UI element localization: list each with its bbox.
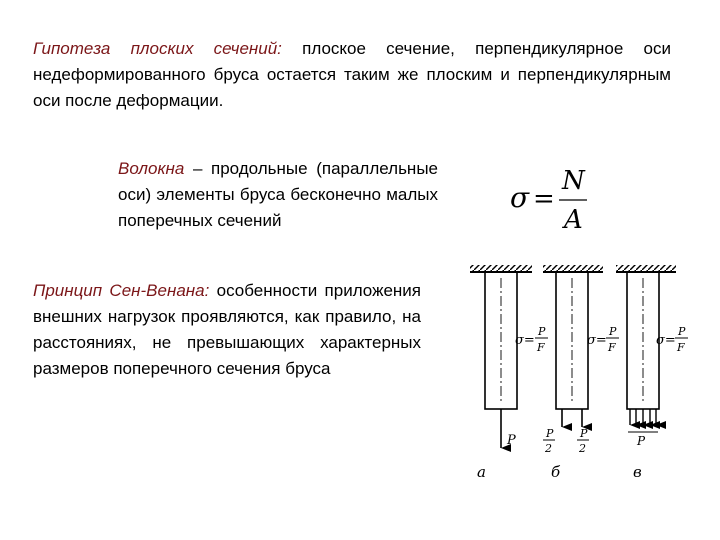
hypothesis-term: Гипотеза плоских сечений: — [33, 39, 282, 58]
stress-b — [587, 325, 619, 354]
bar-v — [616, 265, 676, 481]
stress-formula — [510, 166, 587, 235]
load-den-b-left: 2 — [545, 442, 552, 455]
distributed-load-v — [630, 409, 656, 425]
stress-a — [515, 325, 548, 354]
stress-num-v: P — [678, 325, 686, 338]
stress-lhs-v: σ= — [656, 333, 676, 348]
figure-label-a: а — [477, 463, 486, 481]
load-den-b-right: 2 — [579, 442, 586, 455]
fibers-text: – продольные (параллельные оси) элементы бруса бесконечно малых поперечных сечений — [118, 159, 438, 230]
principle-term: Принцип Сен-Венана: — [33, 281, 210, 300]
stress-den-a: F — [537, 341, 545, 354]
stress-num-b: P — [609, 325, 617, 338]
fibers-term: Волокна — [118, 159, 185, 178]
stress-lhs-b: σ= — [587, 333, 607, 348]
formula-sigma: σ — [510, 181, 530, 214]
load-num-b-left: P — [546, 427, 554, 440]
principle-text: особенности приложения внешних нагрузок проявляются, как правило, на расстояниях, не превышающих характерных размеров поперечного сечения бруса — [33, 281, 421, 378]
bar-b — [543, 265, 603, 481]
formula-numerator: N — [562, 166, 585, 196]
support-hatch-v — [616, 265, 676, 272]
hypothesis-text: плоское сечение, перпендикулярное оси недеформированного бруса остается таким же плоским и перпендикулярным оси после деформации. — [33, 39, 671, 110]
load-num-b-right: P — [580, 427, 588, 440]
formula-denominator: A — [564, 205, 583, 235]
stress-num-a: P — [538, 325, 546, 338]
stress-lhs-a: σ= — [515, 333, 535, 348]
bar-a — [470, 265, 532, 481]
stress-den-v: F — [677, 341, 685, 354]
load-label-v: P — [637, 434, 646, 448]
load-label-a: P — [507, 433, 516, 448]
stress-den-b: F — [608, 341, 616, 354]
stress-v — [656, 325, 688, 354]
figure-label-b: б — [551, 463, 561, 481]
support-hatch-a — [470, 265, 532, 272]
figure-label-v: в — [633, 463, 642, 481]
support-hatch-b — [543, 265, 603, 272]
formula-equals: = — [533, 184, 555, 214]
